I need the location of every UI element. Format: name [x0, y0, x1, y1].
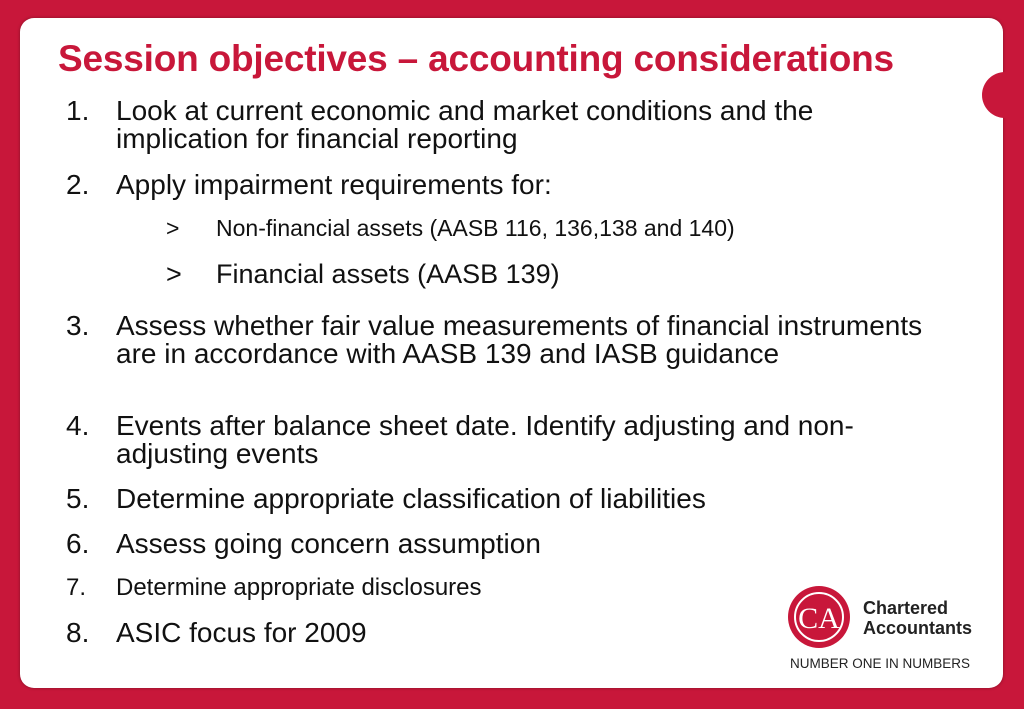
list-item	[66, 412, 936, 468]
ca-seal-letters: CA	[798, 602, 840, 635]
item-number: 1.	[66, 95, 90, 126]
list-item	[66, 312, 936, 368]
item-number: 4.	[66, 410, 90, 441]
item-text: ASIC focus for 2009	[116, 617, 367, 648]
item-number: 8.	[66, 617, 90, 648]
item-text: Apply impairment requirements for:	[116, 169, 552, 200]
item-number: 7.	[66, 574, 87, 601]
list-item	[66, 485, 936, 513]
ca-seal-icon	[786, 584, 852, 650]
item-number: 3.	[66, 310, 90, 341]
sub-item-text: Financial assets (AASB 139)	[216, 259, 560, 289]
item-number: 2.	[66, 169, 90, 200]
logo-name-line2: Accountants	[863, 618, 973, 638]
sub-item-marker: >	[166, 259, 182, 289]
slide-title: Session objectives – accounting considerations	[58, 38, 894, 79]
list-item	[66, 97, 936, 153]
list-item	[66, 530, 936, 558]
sub-list-item	[166, 216, 735, 240]
list-item	[66, 171, 936, 199]
item-number: 5.	[66, 483, 90, 514]
item-number: 6.	[66, 528, 90, 559]
item-text: Events after balance sheet date. Identify adjusting and non-adjusting events	[116, 410, 854, 469]
item-text: Assess going concern assumption	[116, 528, 541, 559]
logo-name-line1: Chartered	[863, 598, 949, 618]
sub-list-item	[166, 259, 560, 289]
item-text: Determine appropriate classification of liabilities	[116, 483, 706, 514]
chartered-accountants-logo	[786, 584, 996, 674]
item-text: Look at current economic and market conditions and the implication for financial reporting	[116, 95, 814, 154]
sub-item-marker: >	[166, 215, 180, 241]
logo-tagline: NUMBER ONE IN NUMBERS	[790, 656, 971, 671]
sub-item-text: Non-financial assets (AASB 116, 136,138 and 140)	[216, 215, 735, 241]
item-text: Determine appropriate disclosures	[116, 574, 482, 601]
logo-name	[863, 598, 972, 638]
item-text: Assess whether fair value measurements of financial instruments are in accordance with AASB 139 and IASB guidance	[116, 310, 923, 369]
decorative-tab	[982, 72, 1024, 118]
